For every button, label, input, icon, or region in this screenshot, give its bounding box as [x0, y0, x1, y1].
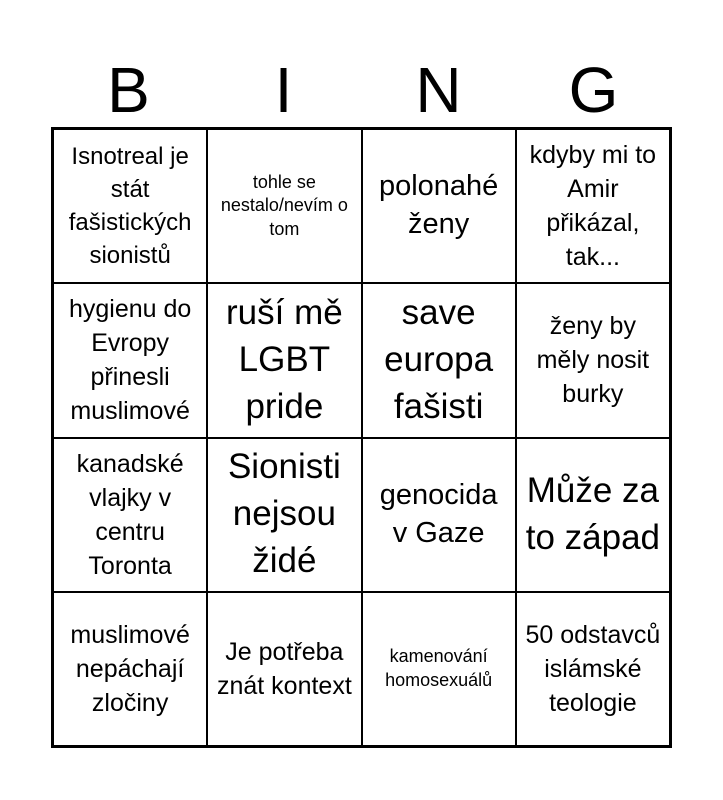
bingo-cell[interactable] — [53, 283, 207, 437]
bingo-board — [51, 127, 672, 748]
cell-text: Isnotreal je stát fašistických sionistů — [68, 142, 192, 270]
cell-text: ruší mě LGBT pride — [226, 293, 343, 426]
cell-text: Je potřeba znát kontext — [216, 637, 352, 700]
bingo-cell[interactable] — [207, 283, 361, 437]
cell-text: kdyby mi to Amir přikázal, tak... — [529, 141, 657, 272]
bingo-cell[interactable] — [53, 129, 207, 283]
cell-text: genocida v Gaze — [379, 478, 498, 549]
bingo-cell[interactable] — [207, 438, 361, 592]
cell-text: polonahé ženy — [378, 170, 499, 241]
bingo-cell[interactable] — [53, 438, 207, 592]
cell-text: kamenování homosexuálů — [385, 646, 493, 690]
cell-text: 50 odstavců islámské teologie — [525, 620, 661, 717]
header-letter-i: I — [274, 54, 293, 126]
bingo-cell[interactable] — [516, 129, 670, 283]
bingo-cell[interactable] — [362, 129, 516, 283]
bingo-cell[interactable] — [362, 438, 516, 592]
bingo-cell[interactable] — [53, 592, 207, 746]
cell-text: kanadské vlajky v centru Toronta — [76, 449, 184, 580]
bingo-cell[interactable] — [207, 129, 361, 283]
bingo-cell[interactable] — [362, 592, 516, 746]
bingo-cell[interactable] — [516, 438, 670, 592]
bingo-header — [51, 52, 671, 128]
bingo-cell[interactable] — [207, 592, 361, 746]
cell-text: tohle se nestalo/nevím o tom — [220, 172, 348, 239]
cell-text: Sionisti nejsou židé — [227, 447, 341, 581]
cell-text: ženy by měly nosit burky — [536, 312, 650, 409]
cell-text: hygienu do Evropy přinesli muslimové — [68, 295, 192, 426]
cell-text: muslimové nepáchají zločiny — [70, 620, 190, 717]
header-letter-n: N — [415, 54, 462, 126]
bingo-cell[interactable] — [362, 283, 516, 437]
cell-text: save europa fašisti — [384, 293, 494, 426]
header-letter-b: B — [107, 54, 150, 126]
cell-text: Může za to západ — [525, 470, 661, 557]
header-letter-g: G — [568, 54, 619, 126]
bingo-cell[interactable] — [516, 283, 670, 437]
bingo-cell[interactable] — [516, 592, 670, 746]
